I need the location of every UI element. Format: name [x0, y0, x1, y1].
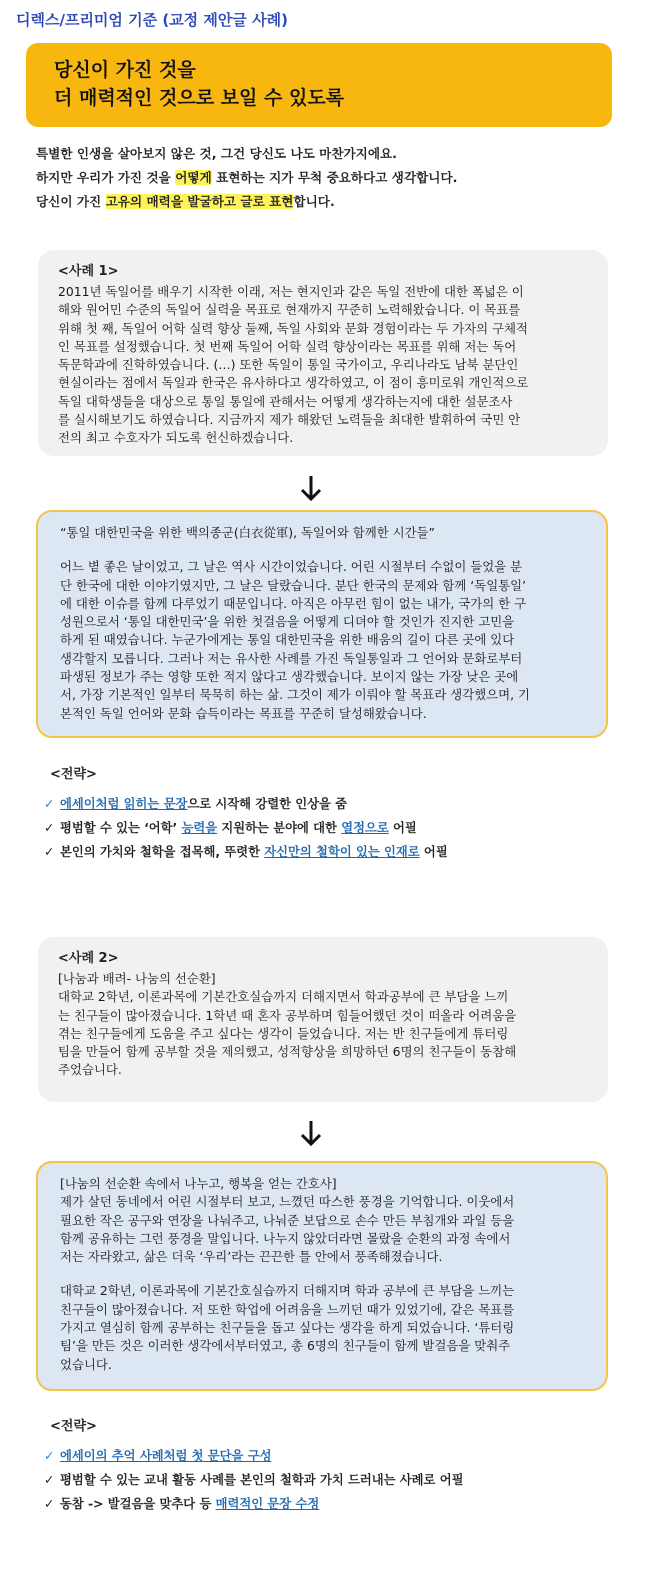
intro-line-3	[36, 190, 626, 214]
strategy-1-item-1	[44, 792, 448, 816]
strategy-1-item-3-post: 어필	[419, 845, 448, 859]
strategy-1-item-3-pre: 본인의 가치와 철학을 접목해, 뚜렷한	[60, 845, 265, 859]
case-1-line: 위해 첫 째, 독일어 어학 실력 향상 둘째, 독일 사회와 문화 경험이라는 두 가자의 구체적	[58, 320, 528, 336]
revised-2-line: 필요한 작은 공구와 연장을 나눠주고, 나눠준 보답으로 손수 만든 부침개와 과일 등을	[60, 1212, 515, 1228]
revised-2-para-2	[60, 1282, 588, 1373]
case-2-line: 팀을 만들어 함께 공부할 것을 제의했고, 성적향상을 희망하던 6명의 친구들이 동참해	[58, 1044, 517, 1060]
case-2-line: 주었습니다.	[58, 1062, 122, 1078]
revised-2-line: 친구들이 많아졌습니다. 저 또한 학업에 어려움을 느끼던 때가 있었기에, 같은 목표를	[60, 1301, 515, 1317]
revised-1-line: 하게 된 때였습니다. 누군가에게는 통일 대한민국을 위한 배움의 길이 다른 곳에 있다	[60, 632, 515, 648]
case-2-line: 대학교 2학년, 이론과목에 기본간호실습까지 더해지면서 학과공부에 큰 부담을 느끼	[58, 989, 509, 1005]
check-icon: ✓	[44, 845, 55, 859]
arrow-down-icon	[298, 1118, 324, 1148]
case-1-line: 해와 원어민 수준의 독일어 실력을 목표로 현재까지 꾸준히 노력해왔습니다. 이 목표를	[58, 302, 521, 318]
case-2-box	[38, 937, 608, 1102]
case-1-line: 독일 대학생들을 대상으로 통일 통일에 관해서는 어떻게 생각하는지에 대한 설문조사	[58, 393, 513, 409]
check-icon: ✓	[44, 821, 55, 835]
revised-2-line: 팀’을 만든 것은 이러한 생각에서부터였고, 총 6명의 친구들이 함께 발걸음을 맞춰주	[60, 1338, 511, 1354]
case-2-line: 는 친구들이 많아졌습니다. 1학년 때 혼자 공부하며 힘들어했던 것이 떠올라 어려움을	[58, 1007, 517, 1023]
strategy-1-item-2-post: 어필	[388, 821, 417, 835]
intro-line-2	[36, 166, 626, 190]
intro-highlight-charm: 고유의 매력을 발굴하고 글로 표현	[105, 194, 294, 209]
strategy-1-item-2-link-passion[interactable]: 열정으로	[341, 821, 389, 835]
revised-1-box	[36, 510, 608, 738]
revised-2-box	[36, 1161, 608, 1391]
revised-2-line: 함께 공유하는 그런 풍경을 말입니다. 나누지 않았더라면 몰랐을 순환의 과정 속에서	[60, 1230, 511, 1246]
case-1-body	[58, 283, 588, 448]
revised-1-line: 에 대한 이슈를 함께 다루었기 때문입니다. 아직은 아무런 힘이 없는 내가, 국가의 한 구	[60, 595, 527, 611]
check-icon: ✓	[44, 1497, 55, 1511]
strategy-2-item-2	[44, 1468, 463, 1492]
revised-2-subtitle: [나눔의 선순환 속에서 나누고, 행복을 얻는 간호사]	[60, 1176, 337, 1191]
intro-highlight-how: 어떻게	[175, 170, 212, 185]
strategy-1-item-2-link-ability[interactable]: 능력을	[181, 821, 218, 835]
intro-text	[36, 142, 626, 214]
case-2-title: <사례 2>	[58, 951, 119, 966]
case-1-title: <사례 1>	[58, 264, 119, 279]
banner-line-1: 당신이 가진 것을	[54, 59, 196, 81]
revised-1-line: 서, 가장 기본적인 일부터 묵묵히 하는 삶. 그것이 제가 이뤄야 할 목표라 생각했으며, 기	[60, 687, 530, 703]
revised-2-line: 었습니다.	[60, 1356, 112, 1372]
page-top-label: 디렉스/프리미엄 기준 (교정 제안글 사례)	[16, 11, 288, 29]
intro-line-2-post: 표현하는 지가 무척 중요하다고 생각합니다.	[211, 170, 458, 185]
strategy-2	[44, 1415, 463, 1516]
banner-line-2: 더 매력적인 것으로 보일 수 있도록	[54, 87, 345, 109]
intro-line-3-pre: 당신이 가진	[36, 194, 106, 209]
strategy-2-item-2-text: 평범할 수 있는 교내 활동 사례를 본인의 철학과 가치 드러내는 사례로 어필	[60, 1473, 464, 1487]
strategy-2-item-3	[44, 1492, 463, 1516]
headline-banner	[26, 43, 612, 127]
strategy-2-item-1	[44, 1444, 463, 1468]
case-1-line: 2011년 독일어를 배우기 시작한 이래, 저는 현지인과 같은 독일 전반에 대한 폭넓은 이	[58, 284, 524, 299]
intro-line-1: 특별한 인생을 살아보지 않은 것, 그건 당신도 나도 마찬가지에요.	[36, 146, 397, 161]
arrow-down-icon	[298, 473, 324, 503]
revised-1-line: 단 한국에 대한 이야기였지만, 그 날은 달랐습니다. 분단 한국의 문제와 함께 ‘독일통일’	[60, 577, 527, 593]
revised-2-line: 저는 자라왔고, 삶은 더욱 ‘우리’라는 끈끈한 틀 안에서 풍족해졌습니다.	[60, 1249, 443, 1265]
strategy-1-item-3-link[interactable]: 자신만의 철학이 있는 인재로	[264, 845, 420, 859]
strategy-1-item-2	[44, 816, 448, 840]
case-1-line: 독문학과에 진학하였습니다. (…) 또한 독일이 통일 국가이고, 우리나라도 남북 분단인	[58, 357, 519, 373]
intro-line-3-post: 합니다.	[293, 194, 335, 209]
revised-1-title: “통일 대한민국을 위한 백의종군(白衣從軍), 독일어와 함께한 시간들”	[60, 525, 435, 540]
strategy-1-item-2-mid: 지원하는 분야에 대한	[217, 821, 342, 835]
case-2-subtitle: [나눔과 배려- 나눔의 선순환]	[58, 971, 216, 986]
case-1-line: 를 실시해보기도 하였습니다. 지금까지 제가 해왔던 노력들을 최대한 발휘하여 국민 안	[58, 412, 521, 428]
strategy-1-item-3	[44, 840, 448, 864]
revised-1-line: 생각할지 모릅니다. 그러나 저는 유사한 사례를 가진 독일통일과 그 언어와 문화로부터	[60, 650, 523, 666]
revised-1-body	[60, 558, 588, 723]
strategy-1	[44, 763, 448, 864]
check-icon: ✓	[44, 1473, 55, 1487]
intro-line-2-pre: 하지만 우리가 가진 것을	[36, 170, 176, 185]
strategy-2-item-3-pre: 동참 -> 발걸음을 맞추다 등	[60, 1497, 216, 1511]
case-2-body	[58, 988, 588, 1079]
strategy-2-item-1-link[interactable]: 에세이의 추억 사례처럼 첫 문단을 구성	[60, 1449, 272, 1463]
case-1-line: 인 목표를 설정했습니다. 첫 번째 독일어 어학 실력 향상이라는 목표를 위해 저는 독어	[58, 338, 517, 354]
revised-2-line: 대학교 2학년, 이론과목에 기본간호실습까지 더해지며 학과 공부에 큰 부담을 느끼는	[60, 1283, 515, 1299]
revised-2-line: 제가 살던 동네에서 어린 시절부터 보고, 느꼈던 따스한 풍경을 기억합니다. 이웃에서	[60, 1194, 515, 1210]
strategy-1-item-2-pre: 평범할 수 있는 ‘어학’	[60, 821, 182, 835]
revised-1-line: 어느 볕 좋은 날이었고, 그 날은 역사 시간이었습니다. 어린 시절부터 수없이 들었을 분	[60, 559, 523, 575]
revised-1-line: 파생된 정보가 주는 영향 또한 적지 않다고 생각했습니다. 보이지 않는 가장 낮은 곳에	[60, 669, 519, 685]
case-1-line: 현실이라는 점에서 독일과 한국은 유사하다고 생각하였고, 이 점이 흥미로워 개인적으로	[58, 375, 529, 391]
case-1-line: 전의 최고 수호자가 되도록 헌신하겠습니다.	[58, 430, 294, 446]
check-icon: ✓	[44, 1449, 55, 1463]
strategy-2-item-3-link[interactable]: 매력적인 문장 수정	[215, 1497, 320, 1511]
revised-2-line: 가지고 열심히 함께 공부하는 친구들을 돕고 싶다는 생각을 하게 되었습니다. ‘튜터링	[60, 1320, 515, 1336]
check-icon: ✓	[44, 797, 55, 811]
case-2-line: 겪는 친구들에게 도움을 주고 싶다는 생각이 들었습니다. 저는 반 친구들에게 튜터링	[58, 1025, 509, 1041]
revised-2-para-1	[60, 1193, 588, 1266]
case-1-box	[38, 250, 608, 456]
strategy-2-title: <전략>	[50, 1419, 97, 1434]
revised-1-line: 성원으로서 ‘통일 대한민국’을 위한 첫걸음을 어떻게 디뎌야 할 것인가 진지한 고민을	[60, 614, 515, 630]
revised-1-line: 본적인 독일 언어와 문화 습득이라는 목표를 꾸준히 달성해왔습니다.	[60, 705, 427, 721]
strategy-1-item-1-link[interactable]: 에세이처럼 읽히는 문장	[60, 797, 188, 811]
strategy-1-title: <전략>	[50, 767, 97, 782]
strategy-1-item-1-text: 으로 시작해 강렬한 인상을 줌	[187, 797, 348, 811]
